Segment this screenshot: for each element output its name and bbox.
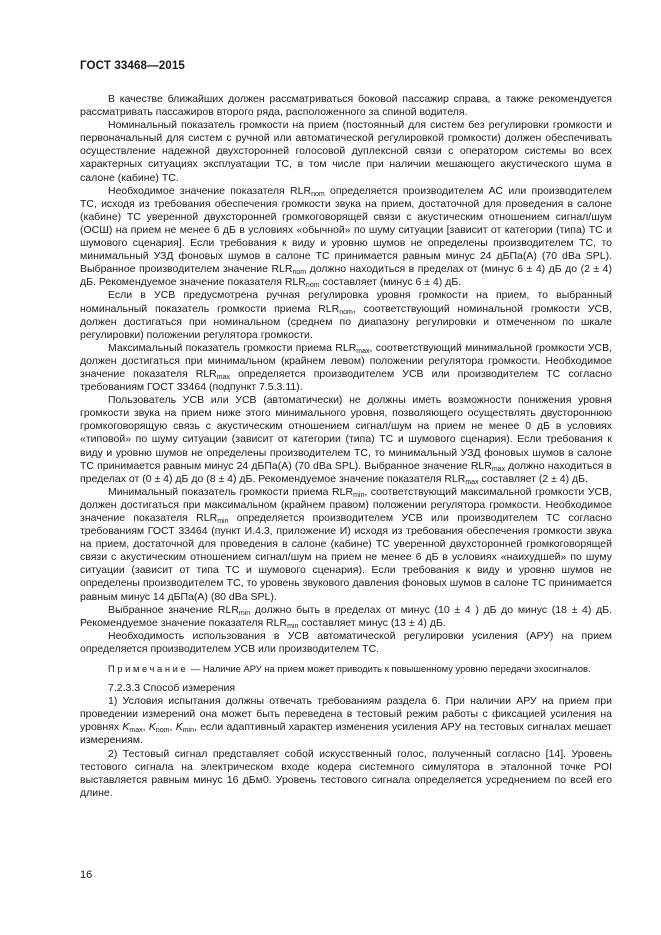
subscript: min	[353, 491, 365, 499]
subscript: nom	[292, 269, 307, 277]
subscript: min	[217, 518, 229, 525]
subscript: max	[465, 478, 479, 486]
section-heading: 7.2.3.3 Способ измерения	[108, 682, 236, 695]
paragraph: Пользователь УСВ или УСВ (автоматически) не должны иметь возможности понижения уровня громкости звука на прием ниже этого минимального уровня, позволяющего осуществлять двустороннюю громкоговорящую связь с акустическим отношением сигнал/шум на прием не менее 0 дБ в условиях «типовой» по шуму ситуации (зависит от категории (типа) ТС и шумового сценария). Если требования к виду и уровню шумов не определены производителем ТС, то минимальный УЗД фоновых шумов в салоне ТС принимается равным минус 24 дБПа(А) (70 dBa SPL). Выбранное значение $RLR_{max}$ должно находиться в пределах от (0 ± 4) дБ до (8 ± 4) дБ. Рекомендуемое значение показателя $RLR_{max}$ составляет (2 ± 4) дБ.	[80, 394, 612, 486]
subscript: min	[287, 622, 299, 630]
page-number: 16	[80, 869, 93, 881]
note: Примечание — Наличие АРУ на прием может приводить к повышенному уровню передачи эхосигналов.	[108, 663, 591, 675]
subscript: nom	[305, 282, 320, 290]
subscript: min	[238, 609, 251, 617]
subscript: nom	[311, 190, 325, 198]
paragraph: 2) Тестовый сигнал представляет собой искусственный голос, полученный согласно [14]. Уровень тестового сигнала на электрическом входе кодера системного симулятора в эталонной точке POI выставляется равным минус 16 дБм0. Уровень тестового сигнала определяется усреднением по всей его длине.	[80, 747, 612, 799]
subscript: max	[356, 347, 370, 355]
subscript: min	[182, 727, 194, 735]
k-symbol: K	[175, 721, 183, 734]
k-symbol: K	[148, 721, 156, 734]
subscript: max	[216, 373, 230, 381]
paragraph: Необходимое значение показателя $RLR_{nom}$ определяется производителем АС или производителем ТС, исходя из требования обеспечения громкости звука на прием, достаточной для проведения в салоне (кабине) ТС уверенной двухсторонней громкоговорящей связи с акустическим отношением сигнал/шум (ОСШ) на прием не менее 6 дБ в условиях «обычной» по шуму ситуации [зависит от категории (типа) ТС и шумового сценария]. Если требования к виду и уровню шумов не определены производителем ТС, то минимальный УЗД фоновых шумов в салоне ТС принимается равным минус 24 дБПа(А) (70 dBa SPL). Выбранное производителем значение $RLR_{nom}$ должно находиться в пределах от (минус 6 ± 4) дБ до (2 ± 4) дБ. Рекомендуемое значение показателя $RLR_{nom}$ составляет (минус 6 ± 4) дБ.	[80, 184, 612, 290]
paragraph: Минимальный показатель громкости приема $RLR_{min}$, соответствующий максимальной громкости УСВ, должен достигаться при максимальном (крайнем правом) положении регулятора громкости. Необходимое значение показателя $RLR_{min}$ определяется производителем УСВ или производителем ТС согласно требованиям ГОСТ 33464 (пункт И.4.3, приложение И) исходя из требования обеспечения громкости звука на прием, достаточной для проведения в салоне (кабине) ТС уверенной двухсторонней громкоговорящей связи с акустическим отношением сигнал/шум на прием не менее 6 дБ в условиях «наихудшей» по шуму ситуации (зависит от типа ТС и шумового сценария). Если требования к виду и уровню шумов не определены производителем ТС, то уровень звукового давления фоновых шумов в салоне ТС принимается равным минус 14 дБПа(А) (80 dBa SPL).	[80, 485, 612, 603]
subscript: nom	[339, 308, 353, 316]
paragraph: Максимальный показатель громкости приема $RLR_{max}$, соответствующий минимальной громкости УСВ, должен достигаться при минимальном (крайнем левом) положении регулятора громкости. Необходимое значение показателя $RLR_{max}$ определяется производителем УСВ или производителем ТС согласно требованиям ГОСТ 33464 (подпункт 7.5.3.11).	[80, 341, 612, 394]
paragraph: Номинальный показатель громкости на прием (постоянный для систем без регулировки громкости и первоначальный для систем с ручной или автоматической регулировкой громкости) должен обеспечивать осуществление надежной двухсторонней голосовой дуплексной связи с оператором системы во всех характерных ситуациях эксплуатации ТС, в том числе при наличии мешающего акустического шума в салоне (кабине) ТС.	[80, 119, 612, 184]
subscript: nom	[155, 727, 170, 735]
paragraph: Выбранное значение $RLR_{min}$ должно быть в пределах от минус (10 ± 4 ) дБ до минус (18 ± 4) дБ. Рекомендуемое значение показателя $RLR_{min}$ составляет минус (13 ± 4) дБ.	[80, 603, 612, 630]
subscript: max	[129, 727, 143, 735]
paragraph: 1) Условия испытания должны отвечать требованиям раздела 6. При наличии АРУ на прием при проведении измерений она может быть переведена в тестовый режим работы с фиксацией усиления на уровнях $K_{max}$, $K_{nom}$, $K_{min}$, если адаптивный характер изменения усиления АРУ на тестовых сигналах мешает измерениям.	[80, 695, 612, 747]
paragraph: Необходимость использования в УСВ автоматической регулировки усиления (АРУ) на прием определяется производителем УСВ или производителем ТС.	[80, 629, 612, 655]
note-label: Примечание	[108, 663, 189, 675]
paragraph: Если в УСВ предусмотрена ручная регулировка уровня громкости на прием, то выбранный номинальный показатель громкости приема $RLR_{nom}$, соответствующий номинальной громкости УСВ, должен достигаться при номинальном (среднем по диапазону регулировки и отмеченном по шкале регулировки) положении регулятора громкости.	[80, 289, 613, 341]
subscript: max	[491, 465, 506, 473]
document-body	[80, 93, 612, 800]
k-symbol: K	[122, 721, 130, 734]
paragraph: В качестве ближайших должен рассматриваться боковой пассажир справа, а также рекомендуется рассматривать пассажиров второго ряда, расположенного за спиной водителя.	[80, 93, 612, 119]
document-header: ГОСТ 33468—2015	[80, 59, 185, 72]
